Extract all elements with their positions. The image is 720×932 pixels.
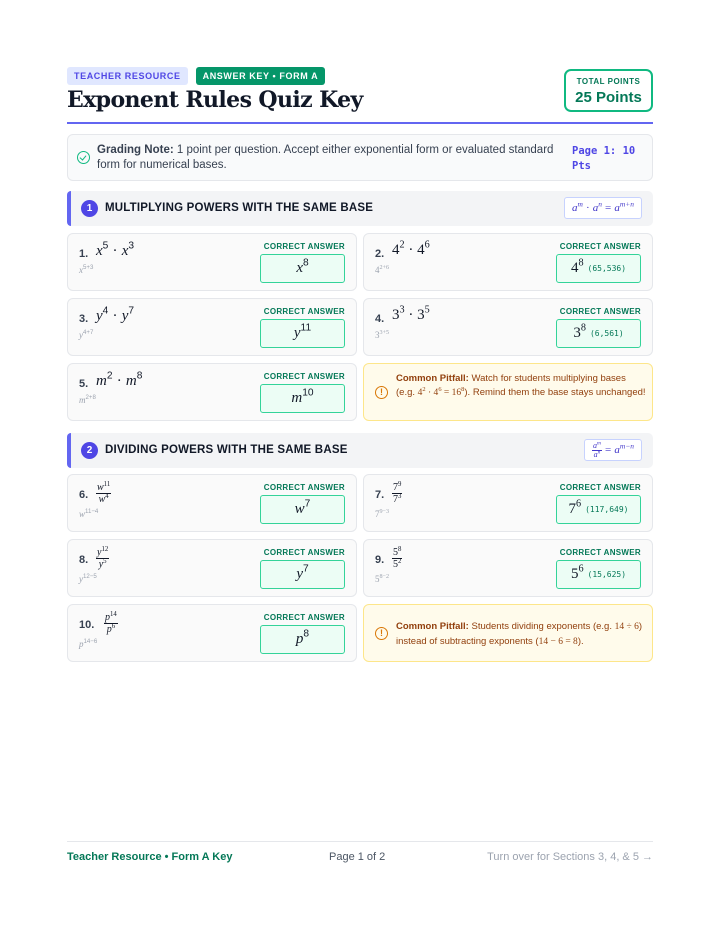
question-hint: $4^{2+6}$	[375, 265, 390, 275]
section-accent-bar	[67, 191, 71, 226]
evaluated-value: (65,536)	[587, 264, 627, 273]
page-header	[67, 67, 653, 123]
question-card	[67, 474, 357, 532]
evaluated-value: (15,625)	[587, 570, 627, 579]
question-card	[363, 233, 653, 291]
correct-answer-label: CORRECT ANSWER	[263, 613, 345, 622]
section-title: DIVIDING POWERS WITH THE SAME BASE	[105, 444, 348, 456]
question-expression: $3^3 \cdot 3^5$	[392, 304, 430, 323]
correct-answer-label: CORRECT ANSWER	[559, 548, 641, 557]
question-number: 5.	[79, 378, 89, 390]
section-number: 1	[81, 200, 98, 217]
correct-answer-label: CORRECT ANSWER	[263, 307, 345, 316]
answer-box: $y^{11}$	[260, 319, 345, 348]
grading-note-label: Grading Note:	[97, 144, 174, 156]
grading-note	[67, 134, 653, 181]
section-number: 2	[81, 442, 98, 459]
correct-answer-label: CORRECT ANSWER	[559, 307, 641, 316]
question-number: 4.	[375, 313, 385, 325]
footer-resource-label: Teacher Resource • Form A Key	[67, 851, 233, 863]
answer-box: $5^6$ (15,625)	[556, 560, 641, 589]
question-number: 1.	[79, 248, 89, 260]
header-divider	[67, 122, 653, 124]
evaluated-value: (117,649)	[585, 505, 629, 514]
question-card	[67, 233, 357, 291]
question-card	[363, 474, 653, 532]
question-expression: $m^2 \cdot m^8$	[96, 370, 143, 389]
question-expression: $y^4 \cdot y^7$	[96, 305, 135, 324]
question-number: 2.	[375, 248, 385, 260]
question-card	[67, 604, 357, 662]
correct-answer-label: CORRECT ANSWER	[263, 483, 345, 492]
section-rule-formula: $a^m \cdot a^n = a^{m+n}$	[564, 197, 642, 219]
correct-answer-label: CORRECT ANSWER	[263, 548, 345, 557]
teacher-resource-badge: TEACHER RESOURCE	[67, 67, 188, 85]
question-number: 8.	[79, 554, 89, 566]
question-hint: $7^{9-3}$	[375, 509, 390, 519]
total-points-box	[564, 69, 653, 112]
answer-box: $w^7$	[260, 495, 345, 524]
question-hint: $y^{12-5}$	[79, 573, 97, 584]
question-expression: $x^5 \cdot x^3$	[96, 240, 135, 259]
question-expression: $4^2 \cdot 4^6$	[392, 239, 430, 258]
correct-answer-label: CORRECT ANSWER	[559, 242, 641, 251]
question-card	[67, 539, 357, 597]
answer-box: $7^6$ (117,649)	[556, 495, 641, 524]
check-circle-icon	[77, 151, 90, 164]
turn-over-note: Turn over for Sections 3, 4, & 5 →	[487, 851, 653, 863]
question-number: 10.	[79, 619, 95, 631]
correct-answer-label: CORRECT ANSWER	[263, 372, 345, 381]
pitfall-text: Common Pitfall: Watch for students multiplying bases (e.g. $4^2 \cdot 4^6 = 16^8$). Remind them the base stays unchanged!	[396, 373, 646, 398]
question-number: 7.	[375, 489, 385, 501]
question-expression: $\frac{5^8}{5^2}$	[393, 545, 402, 570]
answer-box: $p^8$	[260, 625, 345, 654]
question-card	[363, 298, 653, 356]
question-expression: $\frac{w^{11}}{w^4}$	[97, 480, 111, 505]
footer-divider	[67, 841, 653, 842]
question-card	[363, 539, 653, 597]
grading-note-text	[97, 143, 575, 173]
page-number: Page 1 of 2	[329, 851, 386, 863]
common-pitfall-callout	[363, 604, 653, 662]
correct-answer-label: CORRECT ANSWER	[559, 483, 641, 492]
section-title: MULTIPLYING POWERS WITH THE SAME BASE	[105, 202, 374, 214]
question-number: 3.	[79, 313, 89, 325]
answer-box: $y^7$	[260, 560, 345, 589]
question-number: 6.	[79, 489, 89, 501]
question-hint: $x^{5+3}$	[79, 264, 94, 275]
answer-box: $3^8$ (6,561)	[556, 319, 641, 348]
pitfall-label: Common Pitfall:	[396, 621, 469, 632]
answer-box: $4^8$ (65,536)	[556, 254, 641, 283]
grading-note-body: 1 point per question. Accept either exponential form or evaluated standard form for numerical bases.	[97, 144, 554, 171]
evaluated-value: (6,561)	[589, 329, 624, 338]
alert-circle-icon: !	[375, 386, 388, 399]
answer-box: $m^{10}$	[260, 384, 345, 413]
question-number: 9.	[375, 554, 385, 566]
question-card	[67, 298, 357, 356]
section-header-dividing	[67, 433, 653, 468]
question-hint: $m^{2+8}$	[79, 394, 96, 405]
common-pitfall-callout	[363, 363, 653, 421]
question-hint: $w^{11-4}$	[79, 508, 99, 519]
pitfall-label: Common Pitfall:	[396, 373, 469, 384]
section-rule-formula: $\frac{a^m}{a^n}$ = $a^{m-n}$	[584, 439, 642, 461]
answer-box: $x^8$	[260, 254, 345, 283]
question-hint: $3^{3+5}$	[375, 330, 390, 340]
section-header-multiplying	[67, 191, 653, 226]
total-points-label: TOTAL POINTS	[576, 77, 641, 86]
question-card	[67, 363, 357, 421]
question-expression: $\frac{y^{12}}{y^5}$	[97, 545, 109, 570]
question-hint: $y^{4+7}$	[79, 329, 94, 340]
section-accent-bar	[67, 433, 71, 468]
question-expression: $\frac{7^9}{7^3}$	[393, 480, 402, 505]
pitfall-text: Common Pitfall: Students dividing exponents (e.g. 14 ÷ 6) instead of subtracting exponents (14 − 6 = 8).	[396, 621, 642, 647]
question-hint: $5^{8-2}$	[375, 574, 390, 584]
page-title: Exponent Rules Quiz Key	[67, 87, 363, 113]
total-points-value: 25 Points	[575, 89, 642, 106]
question-expression: $\frac{p^{14}}{p^6}$	[105, 610, 117, 635]
alert-circle-icon: !	[375, 627, 388, 640]
question-hint: $p^{14-6}$	[79, 638, 98, 649]
correct-answer-label: CORRECT ANSWER	[263, 242, 345, 251]
answer-key-badge: ANSWER KEY • FORM A	[196, 67, 326, 85]
page-points: Page 1: 10 Pts	[572, 145, 636, 172]
